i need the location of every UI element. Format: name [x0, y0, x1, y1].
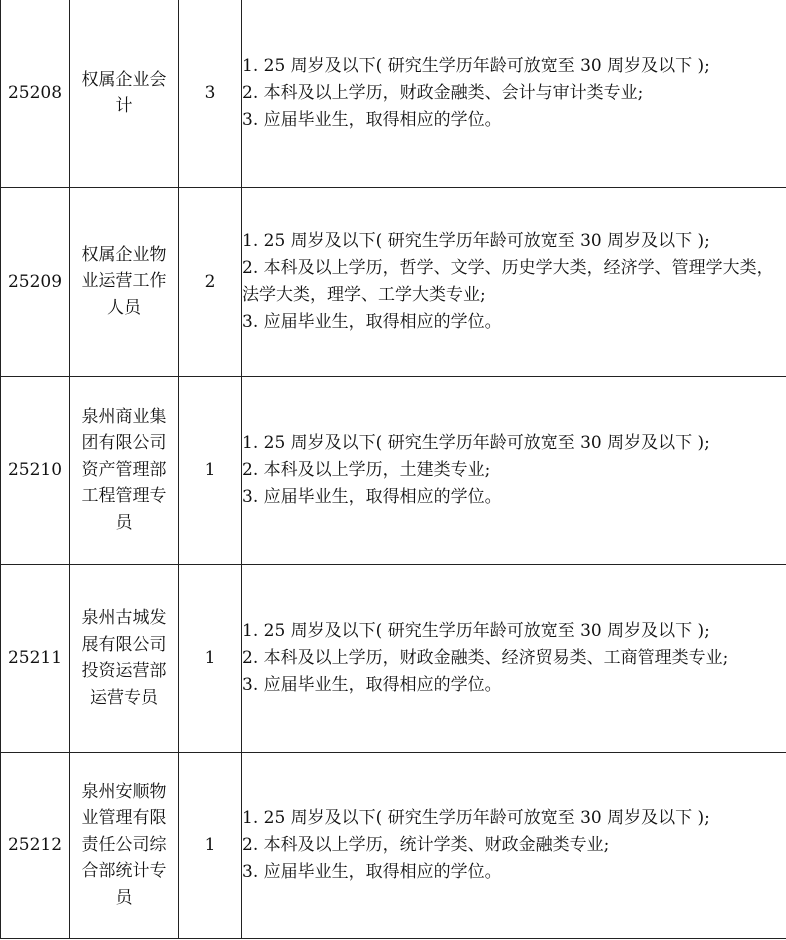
table-row: [1, 0, 786, 187]
requirement-line: 1. 25 周岁及以下( 研究生学历年龄可放宽至 30 周岁及以下 );: [242, 55, 710, 76]
requirements-cell: [242, 0, 786, 187]
table-row: [1, 564, 786, 752]
requirement-line: 2. 本科及以上学历，财政金融类、会计与审计类专业;: [242, 82, 644, 103]
requirement-line: 2. 本科及以上学历，财政金融类、经济贸易类、工商管理类专业;: [242, 647, 729, 668]
requirements-cell: [242, 376, 786, 564]
requirement-line: 3. 应届毕业生，取得相应的学位。: [242, 486, 502, 507]
position-count: 2: [179, 187, 242, 376]
position-count: 1: [179, 376, 242, 564]
requirement-line: 1. 25 周岁及以下( 研究生学历年龄可放宽至 30 周岁及以下 );: [242, 620, 710, 641]
requirement-line: 3. 应届毕业生，取得相应的学位。: [242, 861, 502, 882]
position-code: 25211: [1, 564, 70, 752]
position-title: 泉州商业集团有限公司资产管理部工程管理专员: [81, 406, 167, 533]
position-title-cell: [70, 564, 179, 752]
requirement-line: 1. 25 周岁及以下( 研究生学历年龄可放宽至 30 周岁及以下 );: [242, 432, 710, 453]
table-row: [1, 187, 786, 376]
position-title: 泉州安顺物业管理有限责任公司综合部统计专员: [81, 781, 167, 908]
requirements-cell: [242, 752, 786, 938]
requirements-cell: [242, 187, 786, 376]
position-title-cell: [70, 752, 179, 938]
position-code: 25210: [1, 376, 70, 564]
position-count: 1: [179, 752, 242, 938]
requirement-line: 3. 应届毕业生，取得相应的学位。: [242, 311, 502, 332]
table-row: [1, 376, 786, 564]
position-count: 1: [179, 564, 242, 752]
requirement-line: 1. 25 周岁及以下( 研究生学历年龄可放宽至 30 周岁及以下 );: [242, 230, 710, 251]
position-title-cell: [70, 376, 179, 564]
position-title: 权属企业物业运营工作人员: [81, 244, 167, 318]
position-title-cell: [70, 187, 179, 376]
requirements-cell: [242, 564, 786, 752]
position-title: 权属企业会计: [81, 69, 167, 117]
requirement-line: 2. 本科及以上学历，土建类专业;: [242, 459, 491, 480]
position-code: 25208: [1, 0, 70, 187]
position-count: 3: [179, 0, 242, 187]
table-row: [1, 752, 786, 938]
requirement-line: 2. 本科及以上学历，统计学类、财政金融类专业;: [242, 834, 610, 855]
requirement-line: 1. 25 周岁及以下( 研究生学历年龄可放宽至 30 周岁及以下 );: [242, 807, 710, 828]
requirement-line: 3. 应届毕业生，取得相应的学位。: [242, 109, 502, 130]
position-title: 泉州古城发展有限公司投资运营部运营专员: [81, 608, 167, 708]
requirement-line: 3. 应届毕业生，取得相应的学位。: [242, 674, 502, 695]
position-code: 25209: [1, 187, 70, 376]
position-title-cell: [70, 0, 179, 187]
position-code: 25212: [1, 752, 70, 938]
requirement-line: 2. 本科及以上学历，哲学、文学、历史学大类，经济学、管理学大类，法学大类，理学、工学大类专业;: [242, 257, 774, 305]
